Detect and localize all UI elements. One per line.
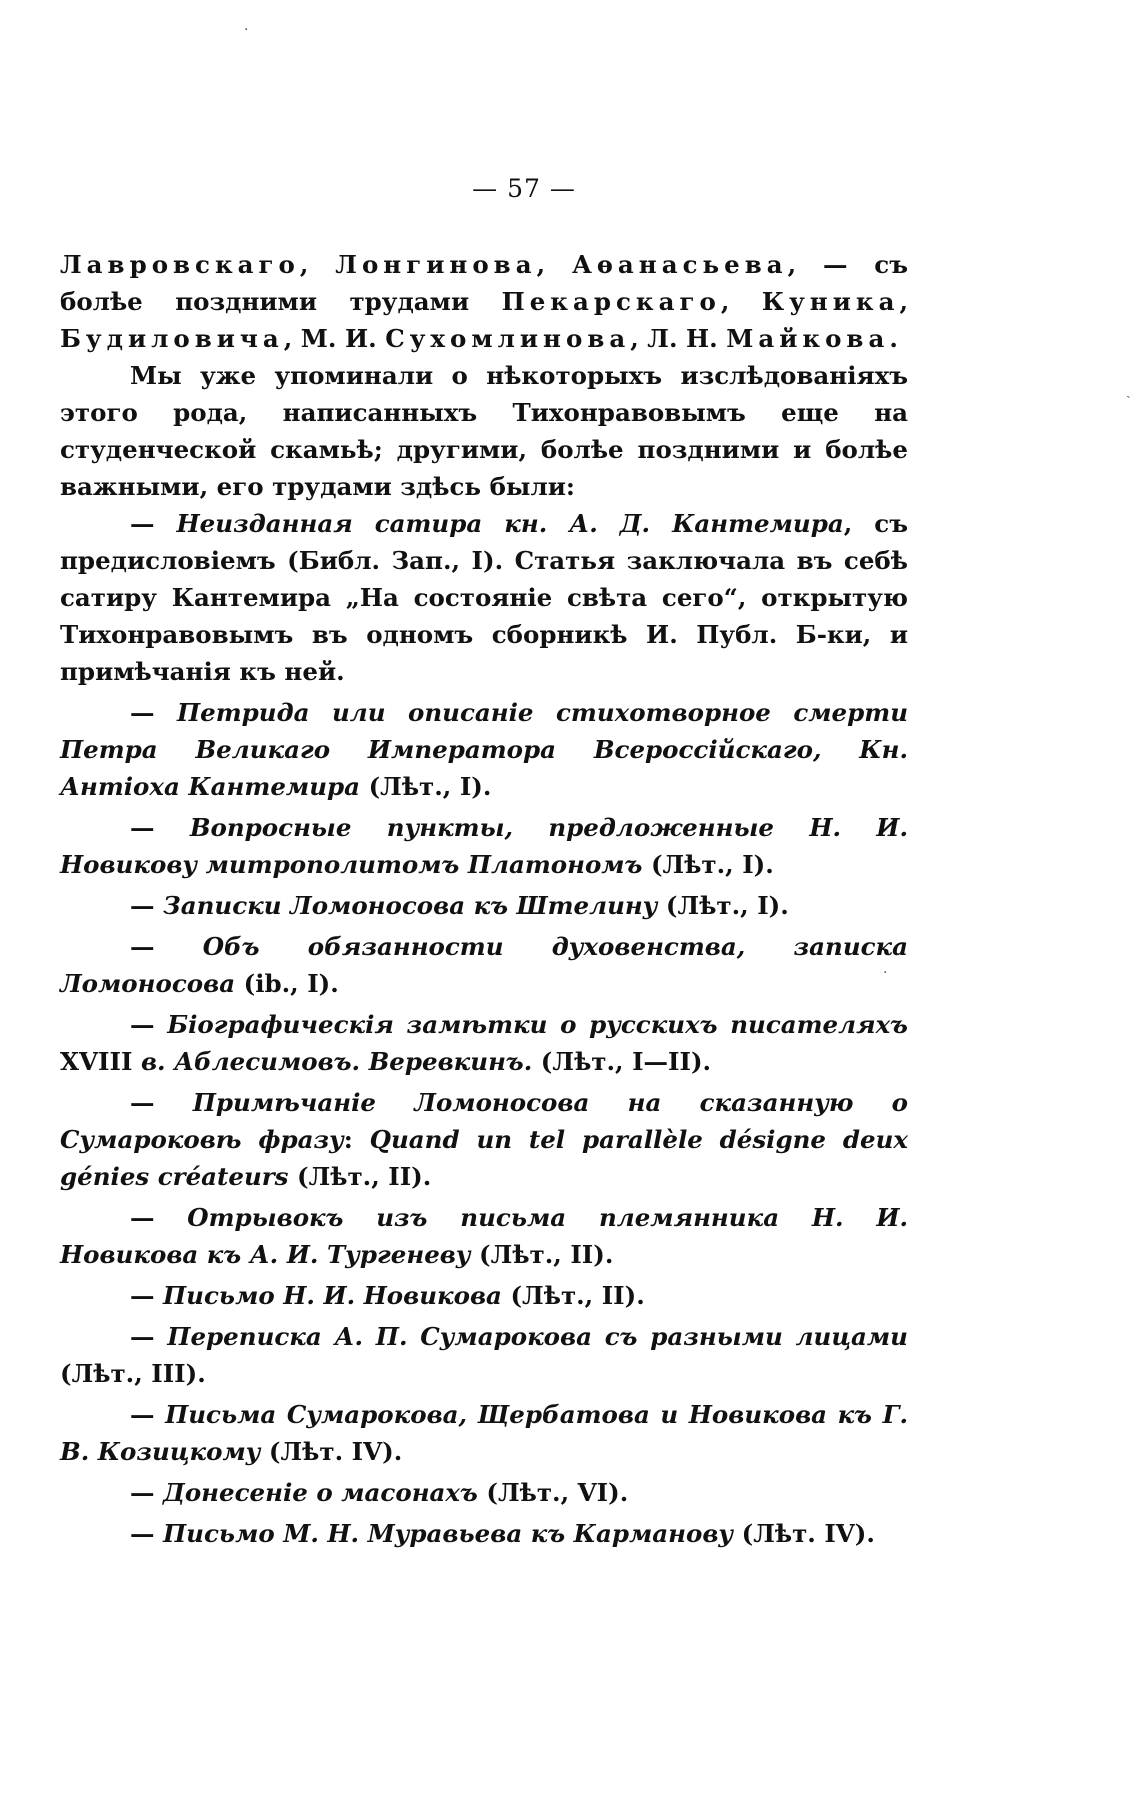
work-title: Записки Ломоносова къ Штелину [163,891,658,920]
author-name: Лавровскаго [60,250,300,279]
work-entry [60,694,908,805]
author-name: Пекарскаго [501,287,721,316]
entry-dash: — [130,509,177,538]
work-entry [60,1318,908,1392]
separator: , [299,250,336,279]
entry-dash: — [130,1281,164,1310]
author-name: Лонгинова [335,250,537,279]
page-number: — 57 — [472,174,576,203]
entry-dash: — [130,1203,188,1232]
entry-text: (Лѣт., II). [501,1281,645,1310]
work-title: Біографическія замѣтки о русскихъ писателяхъ [167,1010,908,1039]
entry-dash: — [130,1400,166,1429]
work-title: Письмо М. Н. Муравьева къ Карманову [163,1519,734,1548]
work-title: Петрида или описаніе стихотворное смерти Петра Великаго Императора Всероссійскаго, Кн. Антіоха Кантемира [60,698,909,801]
author-name: Будиловича [60,324,284,353]
entry-dash: — [130,698,177,727]
intro-paragraph [60,246,908,357]
work-entry [60,1474,908,1511]
work-title: Примѣчаніе Ломоносова на сказанную о Сумароковѣ фразу [60,1088,908,1154]
entry-text: (Лѣт., II). [288,1162,432,1191]
work-entry [60,1515,908,1552]
work-entry [60,928,908,1002]
entry-text: , съ предисловіемъ (Библ. Зап., I). Статья заключала въ себѣ сатиру Кантемира „На состояніе свѣта сего“, открытую Тихонравовымъ въ одномъ сборникѣ И. Публ. Б-ки, и примѣчанія къ ней. [60,509,908,686]
work-title: Вопросные пункты, предложенные Н. И. Новикову митрополитомъ Платономъ [60,813,908,879]
author-name: Аѳанасьева [571,250,788,279]
entry-text: (Лѣт. IV). [733,1519,875,1548]
body-text [60,246,908,1552]
work-title: Отрывокъ изъ письма племянника Н. И. Новикова къ А. И. Тургеневу [60,1203,908,1269]
separator: , [536,250,572,279]
entry-dash: — [130,1519,164,1548]
entry-text: (Лѣт., I). [642,850,774,879]
entry-text: (ib., I). [235,969,339,998]
work-entry [60,1277,908,1314]
entry-dash: — [130,1088,193,1117]
author-name: Сухомлинова [385,324,631,353]
work-title: Переписка А. П. Сумарокова съ разными лицами [167,1322,908,1351]
separator: , М. И. [283,324,386,353]
paragraph: Мы уже упоминали о нѣкоторыхъ изслѣдованіяхъ этого рода, написанныхъ Тихонравовымъ еще на студенческой скамьѣ; другими, болѣе поздними и болѣе важными, его трудами здѣсь были: [60,361,908,501]
separator: , [899,287,909,316]
work-entry [60,1084,908,1195]
separator: , Л. Н. [630,324,727,353]
entry-text: : [343,1125,370,1154]
entry-text: (Лѣт., I). [360,772,492,801]
author-name: Майкова [726,324,890,353]
entry-text: (Лѣт., II). [470,1240,614,1269]
entry-dash: — [130,891,164,920]
stray-mark: ˏ [1126,383,1131,399]
work-title: Quand un tel parallèle désigne deux génies créateurs [60,1125,908,1191]
work-entry [60,1396,908,1470]
separator: . [889,324,898,353]
stray-mark: · [883,965,888,981]
work-entry [60,1006,908,1080]
works-list [60,505,908,1552]
entry-dash: — [130,1010,168,1039]
entry-dash: — [130,813,190,842]
entry-text: (Лѣт., I—II). [532,1047,712,1076]
entry-text: (Лѣт., VI). [477,1478,629,1507]
entry-dash: — [130,932,203,961]
entry-text: (Лѣт., III). [60,1359,206,1388]
work-title: Письмо Н. И. Новикова [163,1281,502,1310]
work-entry [60,1199,908,1273]
work-entry [60,887,908,924]
author-name: Куника [761,287,900,316]
work-entry [60,505,908,690]
work-title: Письма Сумарокова, Щербатова и Новикова къ Г. В. Козицкому [60,1400,909,1466]
work-title: Донесеніе о масонахъ [163,1478,478,1507]
stray-mark: · [244,22,249,38]
entry-dash: — [130,1478,164,1507]
separator: , [720,287,762,316]
entry-text: (Лѣт. IV). [260,1437,403,1466]
work-title: Неизданная сатира кн. А. Д. Кантемира [176,509,844,538]
work-entry [60,809,908,883]
separator: , — съ болѣе поздними трудами [60,250,909,316]
work-title: Объ обязанности духовенства, записка Ломоносова [60,932,908,998]
work-title: в. Аблесимовъ. Веревкинъ. [140,1047,533,1076]
entry-text: XVIII [60,1047,141,1076]
entry-dash: — [130,1322,168,1351]
entry-text: (Лѣт., I). [657,891,789,920]
